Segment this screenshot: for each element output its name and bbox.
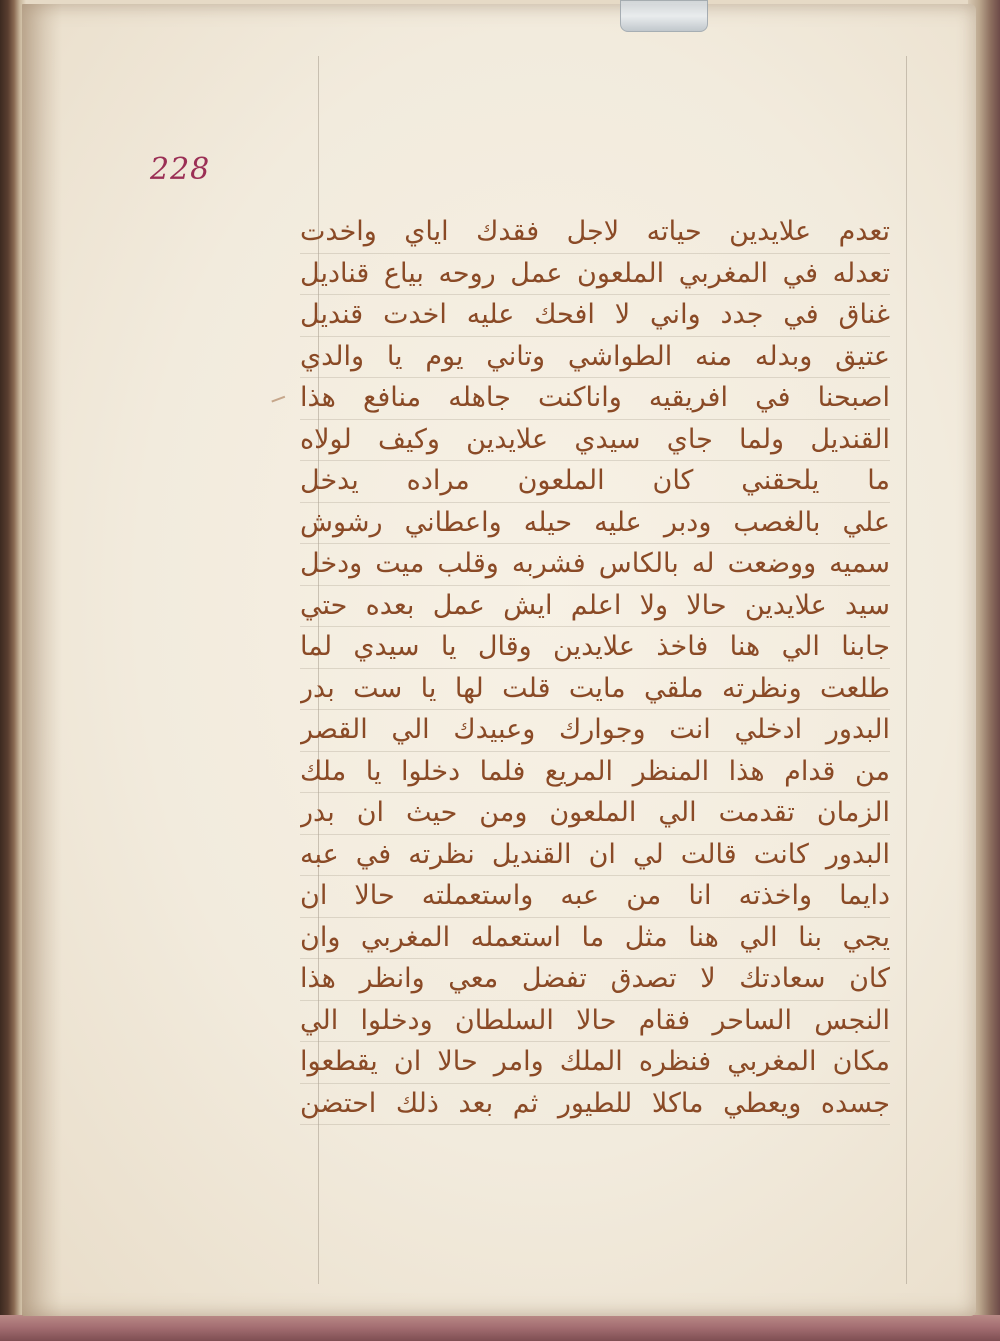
book-edge-bottom (0, 1315, 1000, 1341)
text-line: تعدله في المغربي الملعون عمل روحه بياع قناديل (300, 254, 890, 296)
text-line: ما يلحقني كان الملعون مراده يدخل (300, 461, 890, 503)
text-line: تعدم علايدين حياته لاجل فقدك اياي واخدت (300, 212, 890, 254)
page-clip (620, 0, 708, 32)
text-line: البدور كانت قالت لي ان القنديل نظرته في عبه (300, 835, 890, 877)
folio-number: 228 (150, 152, 211, 187)
text-line: القنديل ولما جاي سيدي علايدين وكيف لولاه (300, 420, 890, 462)
text-line: مكان المغربي فنظره الملك وامر حالا ان يقطعوا (300, 1042, 890, 1084)
gutter-shadow (22, 4, 62, 1316)
text-line: طلعت ونظرته ملقي مايت قلت لها يا ست بدر (300, 669, 890, 711)
text-line: البدور ادخلي انت وجوارك وعبيدك الي القصر (300, 710, 890, 752)
text-line: كان سعادتك لا تصدق تفضل معي وانظر هذا (300, 959, 890, 1001)
text-line: غناق في جدد واني لا افحك عليه اخدت قنديل (300, 295, 890, 337)
text-line: جسده ويعطي ماكلا للطيور ثم بعد ذلك احتضن (300, 1084, 890, 1126)
text-line: النجس الساحر فقام حالا السلطان ودخلوا الي (300, 1001, 890, 1043)
text-line: يجي بنا الي هنا مثل ما استعمله المغربي وان (300, 918, 890, 960)
text-line: علي بالغصب ودبر عليه حيله واعطاني رشوش (300, 503, 890, 545)
text-line: سيد علايدين حالا ولا اعلم ايش عمل بعده حتي (300, 586, 890, 628)
text-block (300, 212, 890, 1125)
text-line: من قدام هذا المنظر المريع فلما دخلوا يا ملك (300, 752, 890, 794)
text-line: الزمان تقدمت الي الملعون ومن حيث ان بدر (300, 793, 890, 835)
text-line: اصبحنا في افريقيه واناكنت جاهله منافع هذا (300, 378, 890, 420)
text-line: دايما واخذته انا من عبه واستعملته حالا ان (300, 876, 890, 918)
text-line: سميه ووضعت له بالكاس فشربه وقلب ميت ودخل (300, 544, 890, 586)
right-margin-rule (906, 56, 907, 1284)
text-line: عتيق وبدله منه الطواشي وتاني يوم يا والدي (300, 337, 890, 379)
text-line: جابنا الي هنا فاخذ علايدين وقال يا سيدي لما (300, 627, 890, 669)
